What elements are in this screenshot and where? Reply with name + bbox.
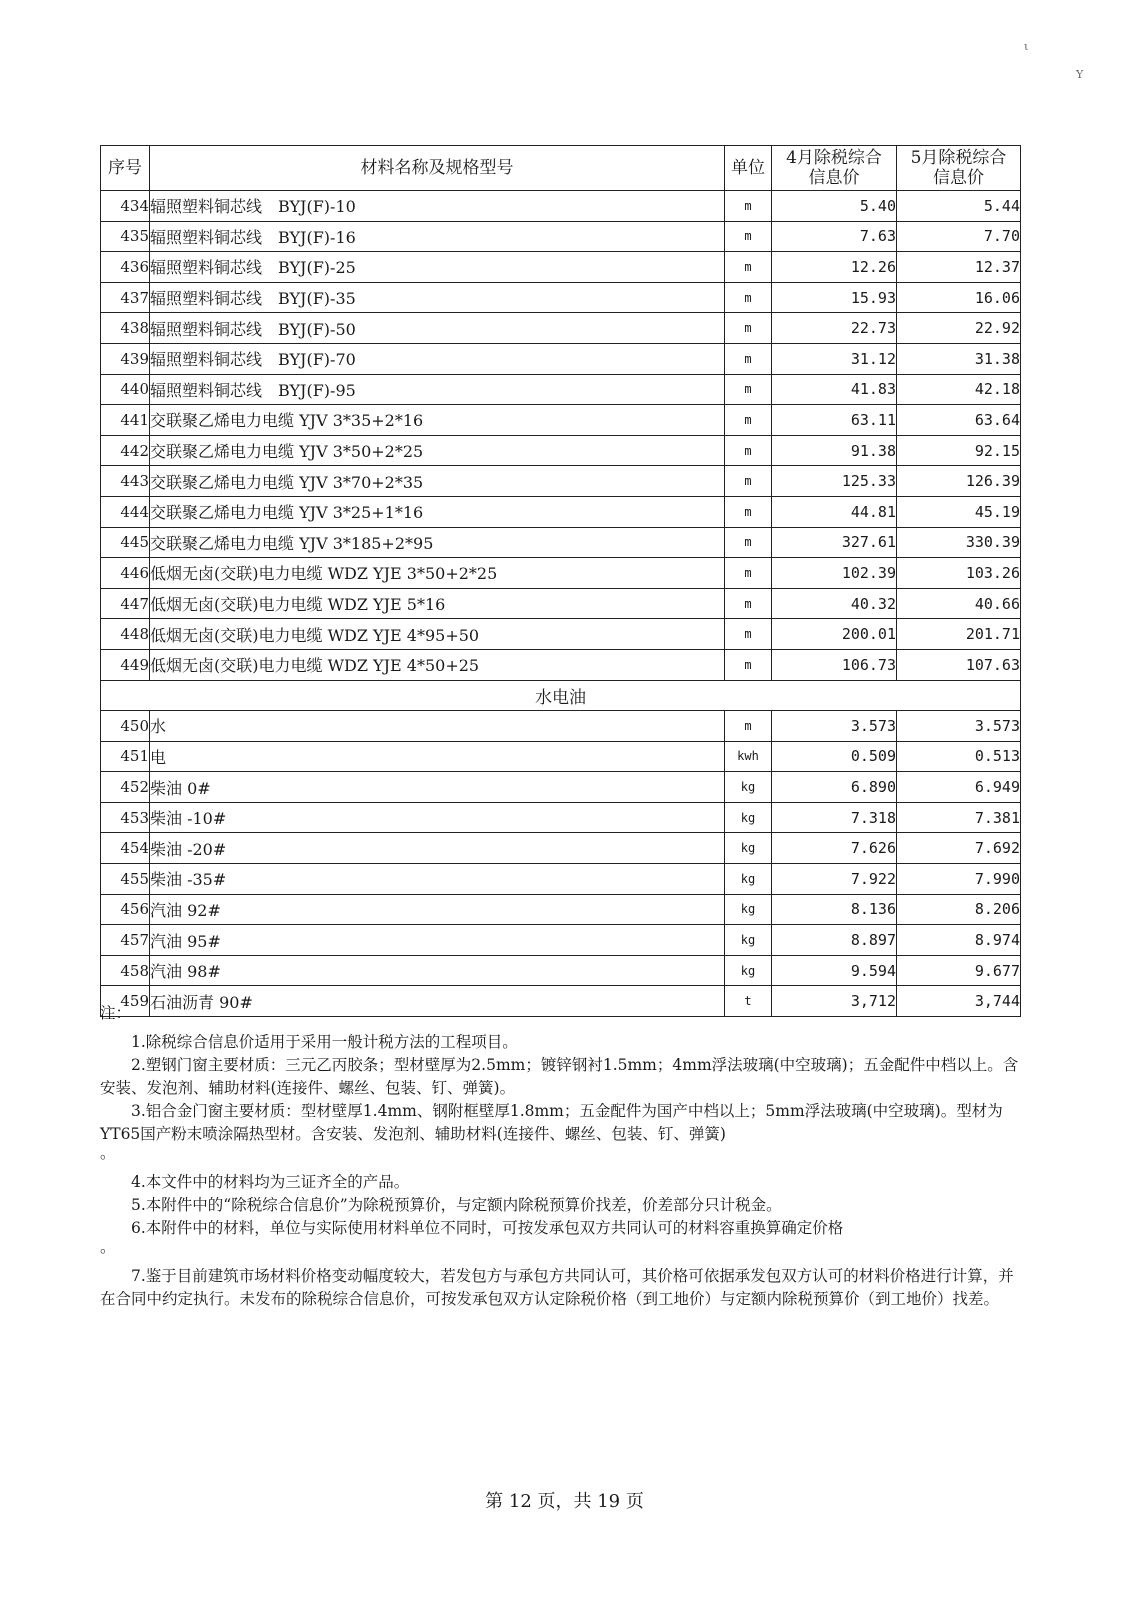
header-no: 序号 (101, 146, 150, 191)
april-price: 8.897 (772, 925, 897, 956)
material-name: 交联聚乙烯电力电缆 YJV 3*50+2*25 (150, 435, 725, 466)
row-number: 438 (101, 313, 150, 344)
unit: m (725, 496, 772, 527)
unit: m (725, 313, 772, 344)
april-price: 200.01 (772, 619, 897, 650)
material-name: 汽油 92# (150, 894, 725, 925)
unit: kg (725, 864, 772, 895)
may-price: 126.39 (897, 466, 1021, 497)
table-row (101, 527, 1021, 558)
row-number: 451 (101, 741, 150, 772)
group1-body (101, 191, 1021, 681)
may-price: 31.38 (897, 343, 1021, 374)
row-number: 457 (101, 925, 150, 956)
notes-label: 注： (100, 1004, 132, 1022)
may-price: 201.71 (897, 619, 1021, 650)
may-price: 22.92 (897, 313, 1021, 344)
unit: m (725, 282, 772, 313)
may-price: 5.44 (897, 191, 1021, 222)
table-row (101, 925, 1021, 956)
may-price: 103.26 (897, 558, 1021, 589)
table-row (101, 864, 1021, 895)
unit: kg (725, 955, 772, 986)
table-row (101, 466, 1021, 497)
row-number: 456 (101, 894, 150, 925)
table-row (101, 191, 1021, 222)
may-price: 6.949 (897, 772, 1021, 803)
header-may-line2: 信息价 (933, 168, 984, 188)
unit: kg (725, 802, 772, 833)
unit: kwh (725, 741, 772, 772)
scan-mark: Y (1076, 68, 1084, 81)
row-number: 443 (101, 466, 150, 497)
unit: m (725, 191, 772, 222)
material-name: 低烟无卤(交联)电力电缆 WDZ YJE 3*50+2*25 (150, 558, 725, 589)
table-row (101, 343, 1021, 374)
april-price: 3.573 (772, 711, 897, 742)
may-price: 45.19 (897, 496, 1021, 527)
material-name: 低烟无卤(交联)电力电缆 WDZ YJE 4*50+25 (150, 649, 725, 680)
april-price: 7.318 (772, 802, 897, 833)
material-name: 汽油 95# (150, 925, 725, 956)
material-name: 石油沥青 90# (150, 986, 725, 1017)
april-price: 3,712 (772, 986, 897, 1017)
april-price: 0.509 (772, 741, 897, 772)
unit: t (725, 986, 772, 1017)
may-price: 3,744 (897, 986, 1021, 1017)
material-name: 辐照塑料铜芯线 BYJ(F)-25 (150, 252, 725, 283)
april-price: 40.32 (772, 588, 897, 619)
unit: m (725, 405, 772, 436)
april-price: 31.12 (772, 343, 897, 374)
header-april-line1: 4月除税综合 (786, 148, 882, 168)
table-row (101, 619, 1021, 650)
may-price: 8.206 (897, 894, 1021, 925)
material-name: 辐照塑料铜芯线 BYJ(F)-16 (150, 221, 725, 252)
material-name: 辐照塑料铜芯线 BYJ(F)-10 (150, 191, 725, 222)
row-number: 439 (101, 343, 150, 374)
may-price: 8.974 (897, 925, 1021, 956)
may-price: 330.39 (897, 527, 1021, 558)
april-price: 7.626 (772, 833, 897, 864)
row-number: 435 (101, 221, 150, 252)
material-name: 辐照塑料铜芯线 BYJ(F)-95 (150, 374, 725, 405)
may-price: 3.573 (897, 711, 1021, 742)
material-name: 柴油 -10# (150, 802, 725, 833)
may-price: 42.18 (897, 374, 1021, 405)
table-row (101, 833, 1021, 864)
row-number: 450 (101, 711, 150, 742)
row-number: 449 (101, 649, 150, 680)
note-1: 1.除税综合信息价适用于采用一般计税方法的工程项目。 (131, 1033, 518, 1051)
material-name: 交联聚乙烯电力电缆 YJV 3*70+2*35 (150, 466, 725, 497)
row-number: 445 (101, 527, 150, 558)
row-number: 446 (101, 558, 150, 589)
april-price: 5.40 (772, 191, 897, 222)
may-price: 40.66 (897, 588, 1021, 619)
unit: m (725, 527, 772, 558)
row-number: 458 (101, 955, 150, 986)
unit: m (725, 221, 772, 252)
group2-body (101, 711, 1021, 1017)
material-name: 汽油 98# (150, 955, 725, 986)
table-row (101, 894, 1021, 925)
table-row (101, 955, 1021, 986)
april-price: 102.39 (772, 558, 897, 589)
section-title: 水电油 (101, 680, 1021, 711)
header-row (101, 146, 1021, 191)
price-table (100, 145, 1021, 1017)
page-footer: 第 12 页，共 19 页 (485, 1491, 644, 1512)
row-number: 452 (101, 772, 150, 803)
table-row (101, 741, 1021, 772)
table-row (101, 772, 1021, 803)
april-price: 8.136 (772, 894, 897, 925)
row-number: 434 (101, 191, 150, 222)
may-price: 92.15 (897, 435, 1021, 466)
unit: m (725, 252, 772, 283)
row-number: 454 (101, 833, 150, 864)
april-price: 9.594 (772, 955, 897, 986)
april-price: 125.33 (772, 466, 897, 497)
unit: m (725, 466, 772, 497)
table-row (101, 282, 1021, 313)
unit: m (725, 435, 772, 466)
table-row (101, 313, 1021, 344)
row-number: 444 (101, 496, 150, 527)
unit: m (725, 711, 772, 742)
note-6: 6.本附件中的材料，单位与实际使用材料单位不同时，可按发承包双方共同认可的材料容重换算确定价格 (131, 1219, 844, 1237)
material-name: 电 (150, 741, 725, 772)
table-row (101, 711, 1021, 742)
header-april-line2: 信息价 (808, 168, 860, 188)
april-price: 41.83 (772, 374, 897, 405)
may-price: 16.06 (897, 282, 1021, 313)
material-name: 交联聚乙烯电力电缆 YJV 3*35+2*16 (150, 405, 725, 436)
note-6-tail: 。 (100, 1238, 116, 1256)
header-april-price (772, 146, 897, 191)
table-row (101, 496, 1021, 527)
row-number: 437 (101, 282, 150, 313)
material-name: 柴油 0# (150, 772, 725, 803)
table-row (101, 802, 1021, 833)
april-price: 15.93 (772, 282, 897, 313)
header-may-price (897, 146, 1021, 191)
table-row (101, 374, 1021, 405)
table-row (101, 252, 1021, 283)
april-price: 44.81 (772, 496, 897, 527)
header-unit: 单位 (725, 146, 772, 191)
table-row (101, 221, 1021, 252)
material-name: 柴油 -35# (150, 864, 725, 895)
may-price: 7.70 (897, 221, 1021, 252)
table-row (101, 405, 1021, 436)
row-number: 447 (101, 588, 150, 619)
row-number: 441 (101, 405, 150, 436)
unit: m (725, 343, 772, 374)
row-number: 440 (101, 374, 150, 405)
unit: m (725, 588, 772, 619)
may-price: 0.513 (897, 741, 1021, 772)
note-3-tail: 。 (100, 1144, 116, 1162)
row-number: 459 (101, 986, 150, 1017)
unit: kg (725, 894, 772, 925)
april-price: 91.38 (772, 435, 897, 466)
material-name: 柴油 -20# (150, 833, 725, 864)
header-may-line1: 5月除税综合 (910, 148, 1007, 168)
note-2: 2.塑钢门窗主要材质：三元乙丙胶条；型材壁厚为2.5mm；镀锌钢衬1.5mm；4mm浮法玻璃(中空玻璃)；五金配件中档以上。含安装、发泡剂、辅助材料(连接件、螺丝、包装、钉、弹簧)。 (100, 1056, 1019, 1097)
table-row (101, 558, 1021, 589)
material-name: 辐照塑料铜芯线 BYJ(F)-35 (150, 282, 725, 313)
material-name: 交联聚乙烯电力电缆 YJV 3*25+1*16 (150, 496, 725, 527)
unit: m (725, 558, 772, 589)
april-price: 106.73 (772, 649, 897, 680)
row-number: 448 (101, 619, 150, 650)
april-price: 327.61 (772, 527, 897, 558)
april-price: 7.922 (772, 864, 897, 895)
may-price: 9.677 (897, 955, 1021, 986)
table-row (101, 649, 1021, 680)
may-price: 63.64 (897, 405, 1021, 436)
april-price: 22.73 (772, 313, 897, 344)
unit: kg (725, 772, 772, 803)
unit: kg (725, 833, 772, 864)
section-row (101, 680, 1021, 711)
material-name: 辐照塑料铜芯线 BYJ(F)-70 (150, 343, 725, 374)
note-7: 7.鉴于目前建筑市场材料价格变动幅度较大，若发包方与承包方共同认可，其价格可依据承发包双方认可的材料价格进行计算，并在合同中约定执行。未发布的除税综合信息价，可按发承包双方认定除税价格（到工地价）与定额内除税预算价（到工地价）找差。 (100, 1267, 1014, 1308)
april-price: 7.63 (772, 221, 897, 252)
note-4: 4.本文件中的材料均为三证齐全的产品。 (131, 1173, 410, 1191)
table-row (101, 588, 1021, 619)
scan-mark: ι (1024, 40, 1029, 53)
may-price: 7.692 (897, 833, 1021, 864)
april-price: 12.26 (772, 252, 897, 283)
unit: m (725, 649, 772, 680)
material-name: 低烟无卤(交联)电力电缆 WDZ YJE 4*95+50 (150, 619, 725, 650)
unit: kg (725, 925, 772, 956)
april-price: 63.11 (772, 405, 897, 436)
may-price: 7.381 (897, 802, 1021, 833)
row-number: 453 (101, 802, 150, 833)
row-number: 436 (101, 252, 150, 283)
may-price: 12.37 (897, 252, 1021, 283)
unit: m (725, 374, 772, 405)
material-name: 交联聚乙烯电力电缆 YJV 3*185+2*95 (150, 527, 725, 558)
may-price: 107.63 (897, 649, 1021, 680)
row-number: 455 (101, 864, 150, 895)
april-price: 6.890 (772, 772, 897, 803)
material-name: 辐照塑料铜芯线 BYJ(F)-50 (150, 313, 725, 344)
may-price: 7.990 (897, 864, 1021, 895)
table-row (101, 435, 1021, 466)
notes (100, 1002, 1025, 1311)
material-name: 水 (150, 711, 725, 742)
note-5: 5.本附件中的“除税综合信息价”为除税预算价，与定额内除税预算价找差，价差部分只计税金。 (131, 1196, 782, 1214)
header-name: 材料名称及规格型号 (150, 146, 725, 191)
material-name: 低烟无卤(交联)电力电缆 WDZ YJE 5*16 (150, 588, 725, 619)
unit: m (725, 619, 772, 650)
note-3: 3.铝合金门窗主要材质：型材壁厚1.4mm、钢附框壁厚1.8mm；五金配件为国产中档以上；5mm浮法玻璃(中空玻璃)。型材为YT65国产粉末喷涂隔热型材。含安装、发泡剂、辅助材料(连接件、螺丝、包装、钉、弹簧) (100, 1102, 1003, 1143)
row-number: 442 (101, 435, 150, 466)
